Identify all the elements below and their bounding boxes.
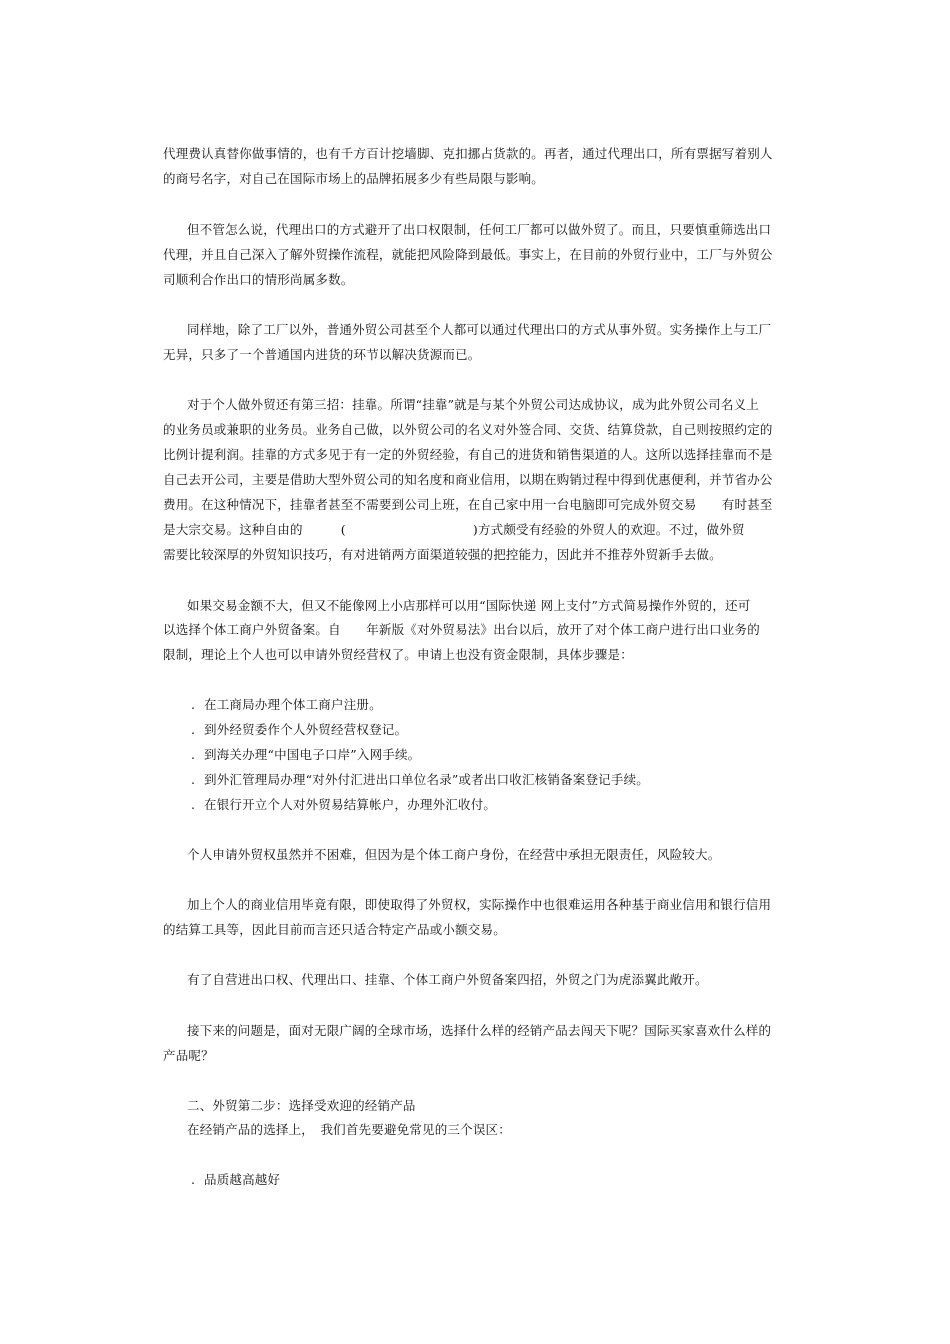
paragraph-line: 同样地，除了工厂以外，普通外贸公司甚至个人都可以通过代理出口的方式从事外贸。实务操作上与工厂 — [187, 322, 772, 337]
paragraph-line: 以选择个体工商户外贸备案。自 年新版《对外贸易法》出台以后，放开了对个体工商户进行出口业务的 — [163, 622, 760, 637]
list-item-text: 到外经贸委作个人外贸经营权登记。 — [204, 722, 408, 737]
paragraph-line: 个人申请外贸权虽然并不困难，但因为是个体工商户身份，在经营中承担无限责任，风险较大。 — [187, 847, 721, 862]
list-item-text: 到外汇管理局办理“对外付汇进出口单位名录”或者出口收汇核销备案登记手续。 — [204, 772, 649, 787]
list-item — [191, 797, 496, 813]
bullet: . — [191, 797, 196, 812]
paragraph-line: 加上个人的商业信用毕竟有限，即使取得了外贸权，实际操作中也很难运用各种基于商业信用和银行信用 — [187, 897, 772, 912]
paragraph-line: 如果交易金额不大，但又不能像网上小店那样可以用“国际快递 网上支付”方式简易操作外贸的，还可 — [187, 598, 751, 613]
paragraph-line: 需要比较深厚的外贸知识技巧，有对进销两方面渠道较强的把控能力，因此并不推荐外贸新手去做。 — [163, 547, 722, 562]
paragraph-line: 在经销产品的选择上， 我们首先要避免常见的三个误区： — [187, 1122, 511, 1137]
paragraph-line: 代理费认真替你做事情的，也有千方百计挖墙脚、克扣挪占货款的。再者，通过代理出口，所有票据写着别人 — [163, 146, 773, 161]
paragraph-line: 产品呢？ — [163, 1048, 214, 1063]
paragraph-line: 无异，只多了一个普通国内进货的环节以解决货源而已。 — [163, 347, 481, 362]
paragraph-line: 对于个人做外贸还有第三招：挂靠。所谓“挂靠”就是与某个外贸公司达成协议，成为此外贸公司名义上 — [187, 397, 759, 412]
paragraph-line: 有了自营进出口权、代理出口、挂靠、个体工商户外贸备案四招，外贸之门为虎添翼此敞开。 — [187, 972, 708, 987]
list-item-text: 在银行开立个人对外贸易结算帐户，办理外汇收付。 — [204, 797, 497, 812]
paragraph-line: 费用。在这种情况下，挂靠者甚至不需要到公司上班，在自己家中用一台电脑即可完成外贸交易 有时甚至 — [163, 497, 773, 512]
bullet: . — [191, 722, 196, 737]
paragraph-line: 代理，并且自己深入了解外贸操作流程，就能把风险降到最低。事实上，在目前的外贸行业中，工厂与外贸公 — [163, 247, 773, 262]
bullet: . — [191, 747, 196, 762]
paragraph-line: 司顺利合作出口的情形尚属多数。 — [163, 272, 354, 287]
bullet: . — [191, 697, 196, 712]
list-item — [191, 697, 382, 713]
paragraph-line: 限制，理论上个人也可以申请外贸经营权了。申请上也没有资金限制，具体步骤是： — [163, 647, 633, 662]
list-item-text: 到海关办理“中国电子口岸”入网手续。 — [204, 747, 421, 762]
paragraph-line: 比例计提利润。挂靠的方式多见于有一定的外贸经验，有自己的进货和销售渠道的人。这所以选择挂靠而不是 — [163, 447, 773, 462]
paragraph-line: 的结算工具等，因此目前而言还只适合特定产品或小额交易。 — [163, 922, 506, 937]
paragraph-line: 自己去开公司，主要是借助大型外贸公司的知名度和商业信用，以期在购销过程中得到优惠便利，并节省办公 — [163, 472, 773, 487]
paragraph-line: 的业务员或兼职的业务员。业务自己做，以外贸公司的名义对外签合同、交货、结算贷款，自己则按照约定的 — [163, 422, 773, 437]
list-item — [191, 722, 407, 738]
paragraph-line: 是大宗交易。这种自由的 ( )方式颇受有经验的外贸人的欢迎。不过，做外贸 — [163, 522, 745, 537]
paragraph-line: 的商号名字，对自己在国际市场上的品牌拓展多少有些局限与影响。 — [163, 171, 545, 186]
section-heading: 二、外贸第二步：选择受欢迎的经销产品 — [187, 1098, 416, 1113]
bullet: . — [191, 772, 196, 787]
list-item-text: 品质越高越好 — [204, 1172, 281, 1187]
list-item — [191, 772, 649, 788]
list-item — [191, 747, 420, 763]
bullet: . — [191, 1172, 196, 1187]
paragraph-line: 接下来的问题是，面对无限广阔的全球市场，选择什么样的经销产品去闯天下呢？国际买家喜欢什么样的 — [187, 1023, 772, 1038]
list-item — [191, 1172, 280, 1188]
paragraph-line: 但不管怎么说，代理出口的方式避开了出口权限制，任何工厂都可以做外贸了。而且，只要慎重筛选出口 — [187, 222, 772, 237]
list-item-text: 在工商局办理个体工商户注册。 — [204, 697, 382, 712]
